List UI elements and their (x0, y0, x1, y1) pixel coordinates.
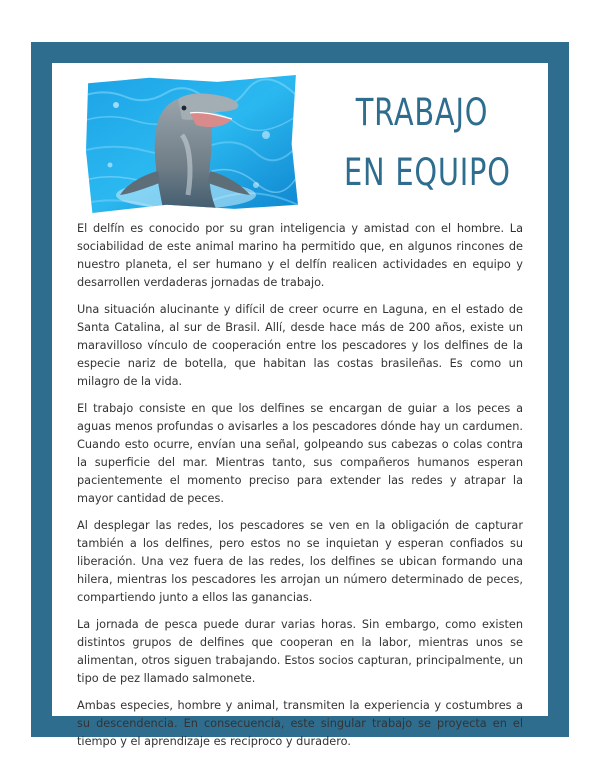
paragraph-5: La jornada de pesca puede durar varias horas. Sin embargo, como existen distintos grupos de delfines que cooperan en la labor, mientras unos se alimentan, otros siguen trabajando. Estos socios capturan, principalmente, un tipo de pez llamado salmonete. (77, 617, 523, 686)
paragraph-4: Al desplegar las redes, los pescadores se ven en la obligación de capturar también a los delfines, pero estos no se inquietan y esperan confiados su liberación. Una vez fuera de las redes, los delfines se ubican formando una hilera, mientras los pescadores les arrojan un número determinado de peces, compartiendo junto a ellos las ganancias. (77, 518, 523, 605)
paragraph-1: El delfín es conocido por su gran inteligencia y amistad con el hombre. La sociabilidad de este animal marino ha permitido que, en algunos rincones de nuestro planeta, el ser humano y el delfín realicen actividades en equipo y desarrollen verdaderas jornadas de trabajo. (77, 222, 523, 290)
worksheet-page (52, 63, 548, 748)
title-line-2: EN EQUIPO (344, 151, 511, 194)
paragraph-2: Una situación alucinante y difícil de creer ocurre en Laguna, en el estado de Santa Catalina, al sur de Brasil. Allí, desde hace más de 200 años, existe un maravilloso vínculo de cooperación entre los pescadores y los delfines de la especie nariz de botella, que habitan las costas brasileñas. Es como un milagro de la vida. (77, 302, 523, 389)
page-title (344, 83, 511, 203)
dolphin-photo (86, 75, 298, 213)
title-line-1: TRABAJO (355, 91, 489, 134)
article-body (77, 220, 523, 760)
paragraph-6: Ambas especies, hombre y animal, transmiten la experiencia y costumbres a su descendencia. En consecuencia, este singular trabajo se proyecta en el tiempo y el aprendizaje es recíproco y duradero. (77, 698, 523, 748)
paragraph-3: El trabajo consiste en que los delfines se encargan de guiar a los peces a aguas menos profundas o avisarles a los pescadores dónde hay un cardumen. Cuando esto ocurre, envían una señal, golpeando sus cabezas o colas contra la superficie del mar. Mientras tanto, sus compañeros humanos esperan pacientemente el momento preciso para extender las redes y atrapar la mayor cantidad de peces. (77, 401, 523, 506)
